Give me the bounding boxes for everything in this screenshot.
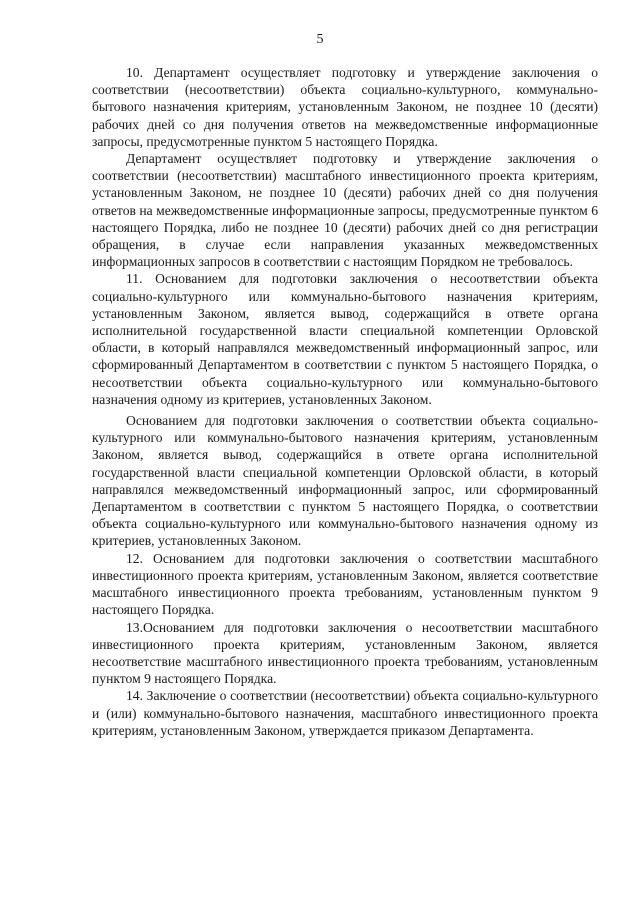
paragraph-11: 11. Основанием для подготовки заключения о несоответствии объекта социально-культурного или коммунально-бытового назначения критериям, установленным Законом, является вывод, содержащийся в ответе органа исполнительной государственной власти специальной компетенции Орловской области, в который направлялся межведомственный информационный запрос, или сформированный Департаментом в соответствии с пунктом 5 настоящего Порядка, о несоответствии объекта социально-культурного или коммунально-бытового назначения одному из критериев, установленных Законом.	[92, 271, 598, 407]
paragraph-13: 13.Основанием для подготовки заключения о несоответствии масштабного инвестиционного проекта критериям, установленным Законом, является несоответствие масштабного инвестиционного проекта требованиям, установленным пунктом 9 настоящего Порядка.	[92, 619, 598, 687]
document-body	[92, 64, 598, 739]
page-number: 5	[316, 32, 324, 47]
paragraph-10: 10. Департамент осуществляет подготовку и утверждение заключения о соответствии (несоответствии) объекта социально-культурного, коммунально-бытового назначения критериям, установленным Законом, не позднее 10 (десяти) рабочих дней со дня получения ответов на межведомственные информационные запросы, предусмотренные пунктом 5 настоящего Порядка.	[92, 65, 598, 149]
paragraph-11-part-2: Основанием для подготовки заключения о соответствии объекта социально-культурного или коммунально-бытового назначения критериям, установленным Законом, является вывод, содержащийся в ответе органа исполнительной государственной власти специальной компетенции Орловской области, в который направлялся межведомственный информационный запрос, или сформированный Департаментом в соответствии с пунктом 5 настоящего Порядка, о соответствии объекта социально-культурного или коммунально-бытового назначения одному из критериев, установленных Законом.	[92, 413, 598, 549]
paragraph-12: 12. Основанием для подготовки заключения о соответствии масштабного инвестиционного проекта критериям, установленным Законом, является соответствие масштабного инвестиционного проекта требованиям, установленным пунктом 9 настоящего Порядка.	[92, 550, 598, 618]
paragraph-10-part-2: Департамент осуществляет подготовку и утверждение заключения о соответствии (несоответствии) масштабного инвестиционного проекта критериям, установленным Законом, не позднее 10 (десяти) рабочих дней со дня получения ответов на межведомственные информационные запросы, предусмотренные пунктом 6 настоящего Порядка, либо не позднее 10 (десяти) рабочих дней со дня регистрации обращения, в случае если направления указанных межведомственных информационных запросов в соответствии с настоящим Порядком не требовалось.	[92, 151, 598, 270]
paragraph-14: 14. Заключение о соответствии (несоответствии) объекта социально-культурного и (или) коммунально-бытового назначения, масштабного инвестиционного проекта критериям, установленным Законом, утверждается приказом Департамента.	[92, 688, 598, 738]
